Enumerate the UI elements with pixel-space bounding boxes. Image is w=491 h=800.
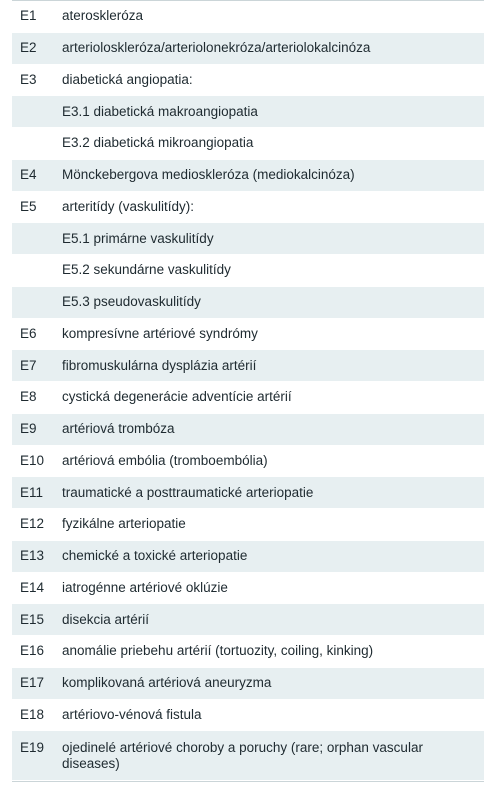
table-row	[12, 731, 484, 781]
row-code: E10	[20, 452, 45, 468]
table-row	[12, 192, 484, 224]
table-row	[12, 541, 484, 573]
row-text: iatrogénne artériové oklúzie	[62, 579, 228, 595]
row-text: E3.1 diabetická makroangiopatia	[62, 103, 258, 119]
row-text: fibromuskulárna dysplázia artérií	[62, 357, 257, 373]
table-row	[12, 128, 484, 160]
table-row	[12, 1, 484, 33]
table-row	[12, 668, 484, 700]
row-text: chemické a toxické arteriopatie	[62, 548, 248, 564]
row-code: E2	[20, 40, 37, 56]
row-code: E13	[20, 548, 45, 564]
table-row	[12, 509, 484, 541]
classification-table	[12, 0, 484, 782]
row-code: E3	[20, 71, 37, 87]
table-row	[12, 223, 484, 255]
table-row	[12, 255, 484, 287]
table-row	[12, 287, 484, 319]
row-code: E17	[20, 675, 45, 691]
table-row	[12, 160, 484, 192]
row-text: cystická degenerácie adventície artérií	[62, 389, 292, 405]
row-text: kompresívne artériové syndrómy	[62, 325, 258, 341]
row-code: E6	[20, 325, 37, 341]
row-code: E4	[20, 167, 37, 183]
table-row	[12, 700, 484, 732]
row-text: fyzikálne arteriopatie	[62, 516, 186, 532]
row-text: traumatické a posttraumatické arteriopatie	[62, 484, 314, 500]
row-text: arterioloskleróza/arteriolonekróza/arteriolokalcinóza	[62, 40, 371, 56]
table-row	[12, 33, 484, 65]
row-code: E7	[20, 357, 37, 373]
table-bottom-border	[12, 781, 484, 782]
row-text: ateroskleróza	[62, 8, 144, 24]
table-row	[12, 350, 484, 382]
row-code: E16	[20, 643, 45, 659]
row-code: E19	[20, 740, 45, 756]
row-code: E11	[20, 484, 44, 500]
table-row	[12, 604, 484, 636]
row-code: E8	[20, 389, 37, 405]
row-code: E18	[20, 706, 45, 722]
row-text: artériová embólia (tromboembólia)	[62, 452, 268, 468]
table-row	[12, 96, 484, 128]
row-text: E5.3 pseudovaskulitídy	[62, 294, 201, 310]
row-text: anomálie priebehu artérií (tortuozity, coiling, kinking)	[62, 643, 374, 659]
row-text: diabetická angiopatia:	[62, 71, 193, 87]
row-text: E5.2 sekundárne vaskulitídy	[62, 262, 231, 278]
row-code: E1	[20, 8, 37, 24]
table-row	[12, 65, 484, 97]
table-row	[12, 446, 484, 478]
row-text: ojedinelé artériové choroby a poruchy (rare; orphan vascular diseases)	[62, 740, 423, 772]
row-text: E3.2 diabetická mikroangiopatia	[62, 135, 254, 151]
row-code: E9	[20, 421, 37, 437]
row-text: disekcia artérií	[62, 611, 150, 627]
row-code: E14	[20, 579, 45, 595]
row-text: artériová trombóza	[62, 421, 175, 437]
row-text: arteritídy (vaskulitídy):	[62, 198, 195, 214]
table-body	[12, 1, 484, 781]
table-row	[12, 414, 484, 446]
row-code: E5	[20, 198, 37, 214]
row-text: komplikovaná artériová aneuryzma	[62, 675, 272, 691]
row-code: E12	[20, 516, 45, 532]
row-text: E5.1 primárne vaskulitídy	[62, 230, 214, 246]
table-row	[12, 636, 484, 668]
row-text: artériovo-vénová fistula	[62, 706, 202, 722]
table-row	[12, 477, 484, 509]
row-text: Mönckebergova medioskleróza (mediokalcinóza)	[62, 167, 355, 183]
table-row	[12, 382, 484, 414]
row-code: E15	[20, 611, 45, 627]
table-row	[12, 319, 484, 351]
table-row	[12, 573, 484, 605]
